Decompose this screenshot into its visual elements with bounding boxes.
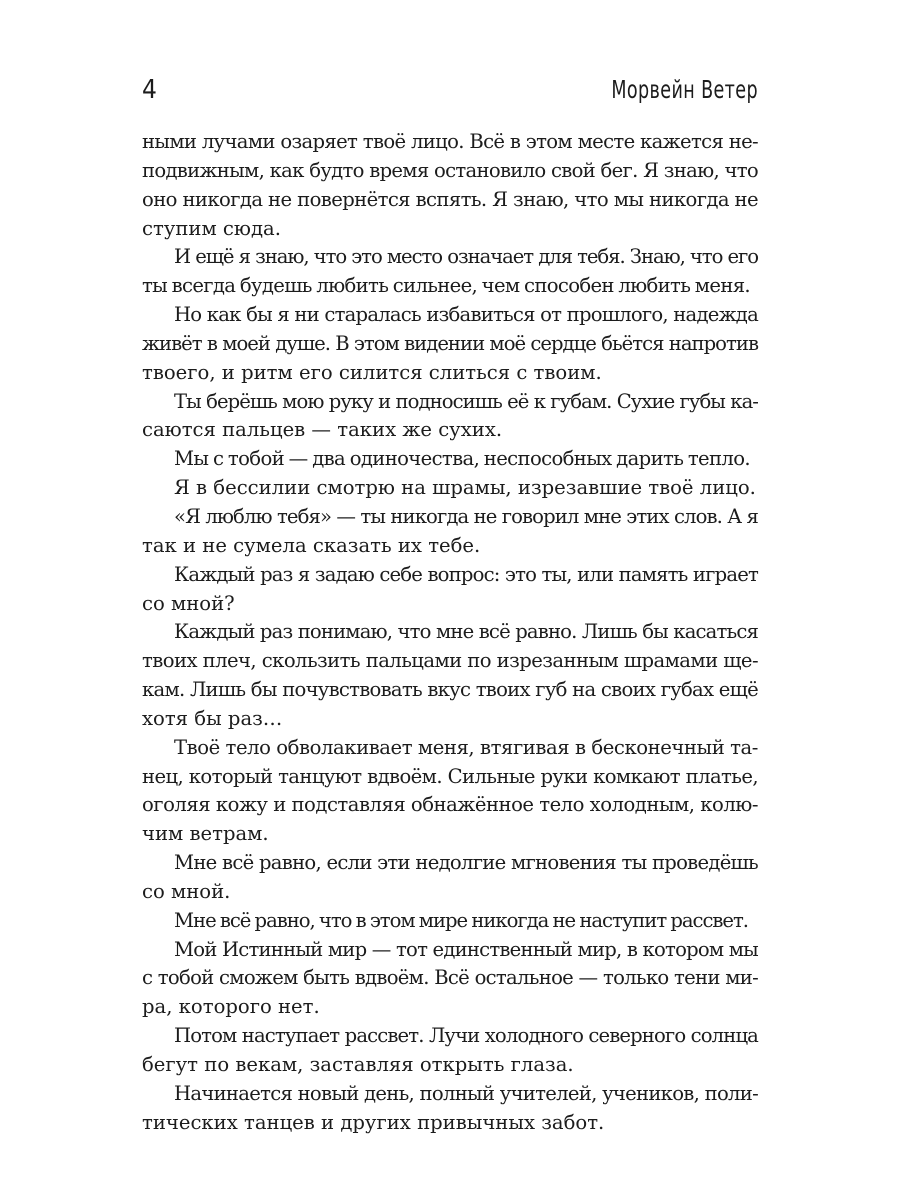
text-line: так и не сумела сказать их тебе.: [142, 533, 481, 557]
text-line: с тобой сможем быть вдвоём. Всё остальное — только тени ми-: [142, 966, 758, 990]
text-line: хотя бы раз…: [142, 706, 283, 730]
text-line: саются пальцев — таких же сухих.: [142, 418, 503, 442]
text-line: И ещё я знаю, что это место означает для тебя. Знаю, что его: [174, 245, 758, 269]
text-line: Твоё тело обволакивает меня, втягивая в бесконечный та-: [174, 735, 758, 759]
paragraph: [142, 388, 758, 446]
text-line: тических танцев и других привычных забот.: [142, 1110, 605, 1134]
text-line: Каждый раз понимаю, что мне всё равно. Лишь бы касаться: [174, 620, 758, 644]
text-line: Мне всё равно, если эти недолгие мгновения ты проведёшь: [174, 851, 758, 875]
text-line: твоих плеч, скользить пальцами по изрезанным шрамами ще-: [142, 649, 758, 673]
text-line: Мой Истинный мир — тот единственный мир, в котором мы: [174, 937, 758, 961]
text-line: ра, которого нет.: [142, 995, 320, 1019]
paragraph: [142, 936, 758, 1023]
text-line: кам. Лишь бы почувствовать вкус твоих губ на своих губах ещё: [142, 678, 758, 702]
paragraph: [142, 128, 758, 243]
text-line: твоего, и ритм его силится слиться с твоим.: [142, 360, 602, 384]
text-line: Я в бессилии смотрю на шрамы, изрезавшие твоё лицо.: [174, 476, 756, 500]
page-number: 4: [142, 75, 157, 105]
text-line: ступим сюда.: [142, 216, 281, 240]
text-line: «Я люблю тебя» — ты никогда не говорил мне этих слов. А я: [174, 504, 758, 528]
text-line: ты всегда будешь любить сильнее, чем способен любить меня.: [142, 274, 750, 298]
paragraph: [142, 907, 758, 936]
text-line: Мне всё равно, что в этом мире никогда не наступит рассвет.: [174, 908, 748, 932]
body-text: [142, 128, 758, 1138]
text-line: Потом наступает рассвет. Лучи холодного северного солнца: [174, 1024, 758, 1048]
text-line: со мной?: [142, 591, 235, 615]
paragraph: [142, 301, 758, 388]
paragraph: [142, 445, 758, 474]
running-head-author: Морвейн Ветер: [611, 75, 758, 104]
text-line: ными лучами озаряет твоё лицо. Всё в этом месте кажется не-: [142, 130, 758, 153]
text-line: бегут по векам, заставляя открыть глаза.: [142, 1053, 574, 1076]
text-line: оголяя кожу и подставляя обнажённое тело холодным, колю-: [142, 793, 758, 817]
text-line: чим ветрам.: [142, 822, 269, 846]
paragraph: [142, 734, 758, 849]
paragraph: [142, 849, 758, 907]
paragraph: [142, 503, 758, 561]
text-line: оно никогда не повернётся вспять. Я знаю, что мы никогда не: [142, 187, 758, 211]
text-line: подвижным, как будто время остановило свой бег. Я знаю, что: [142, 158, 758, 182]
text-line: Ты берёшь мою руку и подносишь её к губам. Сухие губы ка-: [174, 389, 758, 413]
paragraph: [142, 474, 758, 503]
paragraph: [142, 618, 758, 733]
text-line: Каждый раз я задаю себе вопрос: это ты, или память играет: [174, 562, 758, 586]
text-line: нец, который танцуют вдвоём. Сильные руки комкают платье,: [142, 764, 758, 788]
text-line: Но как бы я ни старалась избавиться от прошлого, надежда: [174, 303, 758, 327]
text-line: живёт в моей душе. В этом видении моё сердце бьётся напротив: [142, 331, 758, 355]
paragraph: [142, 1022, 758, 1080]
paragraph: [142, 561, 758, 619]
page-header: [142, 74, 758, 114]
paragraph: [142, 1080, 758, 1138]
text-line: Мы с тобой — два одиночества, неспособных дарить тепло.: [174, 447, 751, 471]
text-line: Начинается новый день, полный учителей, учеников, поли-: [174, 1081, 758, 1105]
text-line: со мной.: [142, 879, 231, 903]
paragraph: [142, 243, 758, 301]
